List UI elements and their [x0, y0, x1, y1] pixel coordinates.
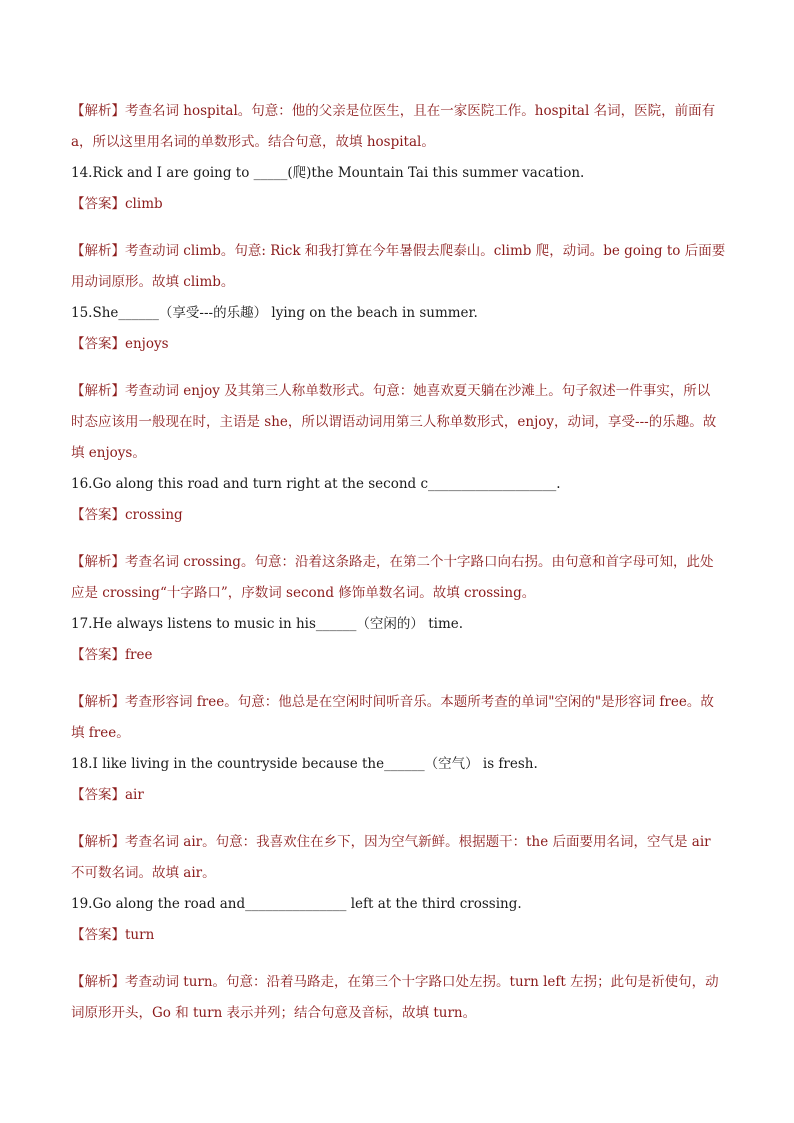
analysis-line: 【解析】考查动词 enjoy 及其第三人称单数形式。句意：她喜欢夏天躺在沙滩上。句子叙述一件事实，所以: [71, 383, 711, 399]
analysis-line: 【解析】考查名词 crossing。句意：沿着这条路走，在第二个十字路口向右拐。由句意和首字母可知，此处: [71, 554, 714, 570]
analysis-line: [71, 96, 723, 127]
answer-line: [71, 920, 723, 951]
analysis-line: 词原形开头，Go 和 turn 表示并列；结合句意及音标，故填 turn。: [71, 1005, 477, 1021]
analysis-line: 填 enjoys。: [71, 445, 146, 461]
analysis-line: 【解析】考查名词 air。句意：我喜欢住在乡下，因为空气新鲜。根据题干：the 后面要用名词，空气是 air: [71, 834, 711, 850]
answer-tag: 【答案】: [71, 336, 125, 352]
analysis-line: 时态应该用一般现在时，主语是 she，所以谓语动词用第三人称单数形式，enjoy，动词，享受---的乐趣。故: [71, 414, 717, 430]
answer-text: enjoys: [125, 336, 169, 352]
analysis-tag: 【解析】: [71, 834, 125, 850]
answer-line: [71, 780, 723, 811]
analysis-text: 考查名词 hospital。句意：他的父亲是位医生，且在一家医院工作。hospital 名词，医院，前面有: [125, 103, 716, 119]
question-19: 19.Go along the road and_______________ left at the third crossing.: [71, 896, 522, 912]
answer-line: [71, 500, 723, 531]
answer-tag: 【答案】: [71, 507, 125, 523]
answer-line: [71, 640, 723, 671]
answer-tag: 【答案】: [71, 647, 125, 663]
question-18: 18.I like living in the countryside because the______（空气） is fresh.: [71, 756, 538, 772]
question-16: 16.Go along this road and turn right at the second c___________________.: [71, 476, 561, 492]
analysis-line: a，所以这里用名词的单数形式。结合句意，故填 hospital。: [71, 134, 435, 150]
answer-tag: 【答案】: [71, 927, 125, 943]
question-15: 15.She______（享受---的乐趣） lying on the beach in summer.: [71, 305, 478, 321]
analysis-line: 【解析】考查动词 climb。句意: Rick 和我打算在今年暑假去爬泰山。climb 爬，动词。be going to 后面要: [71, 243, 726, 259]
document-page: [71, 96, 726, 1029]
answer-text: climb: [125, 196, 163, 212]
analysis-line: 【解析】考查动词 turn。句意：沿着马路走，在第三个十字路口处左拐。turn left 左拐；此句是祈使句，动: [71, 974, 719, 990]
question-14: 14.Rick and I are going to _____(爬)the Mountain Tai this summer vacation.: [71, 165, 585, 181]
answer-text: free: [125, 647, 153, 663]
analysis-tag: 【解析】: [71, 383, 125, 399]
analysis-line: 填 free。: [71, 725, 130, 741]
answer-text: crossing: [125, 507, 183, 523]
analysis-tag: 【解析】: [71, 103, 125, 119]
analysis-line: 【解析】考查形容词 free。句意：他总是在空闲时间听音乐。本题所考查的单词"空闲的"是形容词 free。故: [71, 694, 714, 710]
answer-tag: 【答案】: [71, 196, 125, 212]
answer-line: [71, 189, 723, 220]
answer-tag: 【答案】: [71, 787, 125, 803]
analysis-line: 不可数名词。故填 air。: [71, 865, 216, 881]
answer-text: air: [125, 787, 144, 803]
analysis-line: 用动词原形。故填 climb。: [71, 274, 235, 290]
analysis-tag: 【解析】: [71, 974, 125, 990]
question-17: 17.He always listens to music in his______（空闲的） time.: [71, 616, 464, 632]
answer-text: turn: [125, 927, 155, 943]
analysis-line: 应是 crossing“十字路口”，序数词 second 修饰单数名词。故填 crossing。: [71, 585, 536, 601]
analysis-tag: 【解析】: [71, 694, 125, 710]
analysis-tag: 【解析】: [71, 243, 125, 259]
analysis-tag: 【解析】: [71, 554, 125, 570]
answer-line: [71, 329, 723, 360]
